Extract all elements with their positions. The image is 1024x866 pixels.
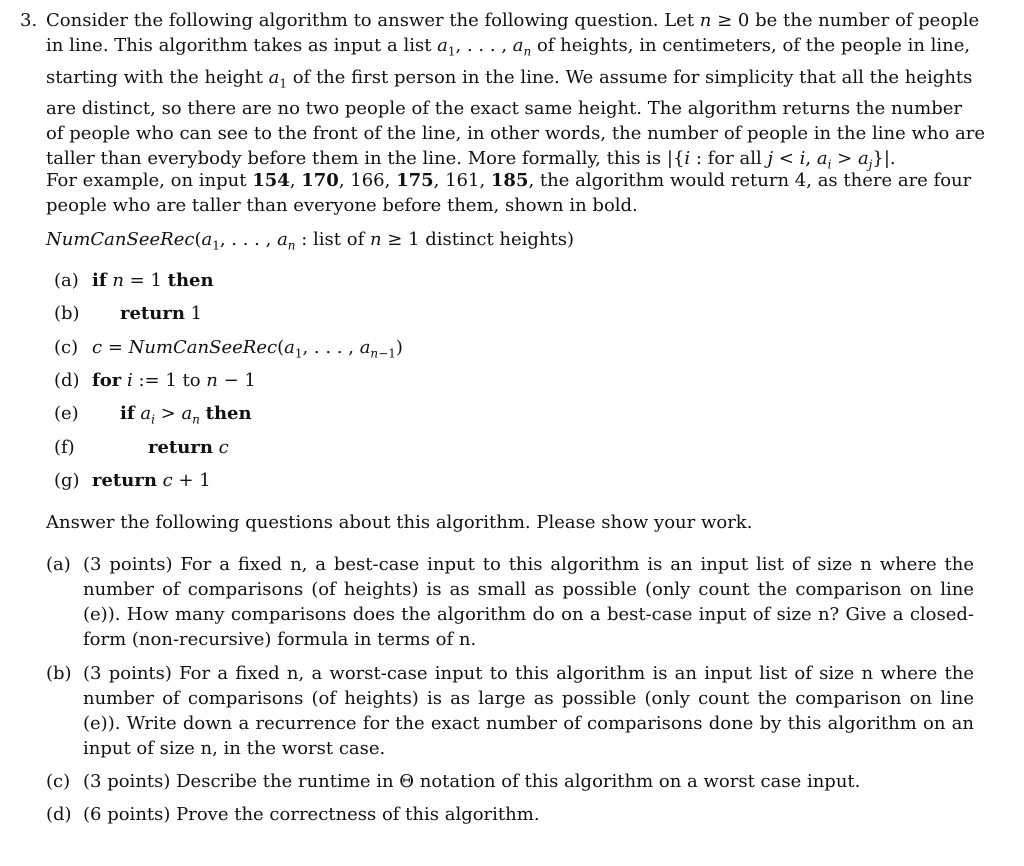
algorithm-line-b: (b) return 1 — [54, 303, 203, 324]
algorithm-signature: $NumCanSeeRec(a_1$, . . . , $a_n$ : list of n ≥ 1 distinct heights) — [46, 229, 575, 253]
question-c: (c) (3 points) Describe the runtime in Θ notation of this algorithm on a worst case input. — [46, 769, 974, 794]
question-text: (3 points) For a fixed n, a worst-case input to this algorithm is an input list of size n where the number of comparisons (of heights) is as large as possible (only count the comparison on line (e)). Write down a recurrence for the exact number of comparisons done by this algorithm on an input of size n, in the worst case. — [83, 663, 974, 759]
intro-line: starting with the height $a_1$ of the first person in the line. We assume for simplicity that all the heights — [46, 66, 973, 91]
question-text: (6 points) Prove the correctness of this algorithm. — [83, 804, 540, 825]
intro-paragraph — [46, 8, 986, 178]
algorithm-line-f: (f) return c — [54, 437, 229, 458]
algorithm-line-c: (c) $c = NumCanSeeRec(a_1$, . . . , $a_{n-1}$) — [54, 337, 403, 361]
intro-line: in line. This algorithm takes as input a list $a_1$, . . . , $a_n$ of heights, in centimeters, of the people in line, — [46, 35, 971, 59]
intro-line: taller than everybody before them in the line. More formally, this is |{i : for all j < i, $a_i > a_j\}|$. — [46, 148, 896, 172]
problem-number: 3. — [20, 10, 38, 31]
question-d: (d) (6 points) Prove the correctness of this algorithm. — [46, 802, 974, 827]
intro-line: Consider the following algorithm to answer the following question. Let n ≥ 0 be the number of people — [46, 10, 980, 31]
intro-line: of people who can see to the front of the line, in other words, the number of people in the line who are — [46, 123, 986, 145]
algorithm-line-d: (d) for i := 1 to n − 1 — [54, 370, 256, 391]
intro-line: are distinct, so there are no two people of the exact same height. The algorithm returns the number — [46, 98, 963, 120]
question-text: (3 points) For a fixed n, a best-case input to this algorithm is an input list of size n where the number of comparisons (of heights) is as small as possible (only count the comparison on line (e)). How many comparisons does the algorithm do on a best-case input of size n? Give a closed-form (non-recursive) formula in terms of n. — [83, 554, 974, 650]
question-b: (b) (3 points) For a fixed n, a worst-case input to this algorithm is an input list of size n where the number of comparisons (of heights) is as large as possible (only count the comparison on line (e)). Write down a recurrence for the exact number of comparisons done by this algorithm on an input of size n, in the worst case. — [46, 663, 974, 759]
example-line: For example, on input 154, 170, 166, 175, 161, 185, the algorithm would return 4, as there are four — [46, 170, 972, 191]
algorithm-line-a: (a) if n = 1 then — [54, 270, 214, 291]
question-text: (3 points) Describe the runtime in Θ notation of this algorithm on a worst case input. — [83, 771, 861, 792]
example-paragraph — [46, 168, 976, 218]
example-line: people who are taller than everyone before them, shown in bold. — [46, 195, 638, 216]
algorithm-line-g: (g) return c + 1 — [54, 470, 211, 491]
question-a: (a) (3 points) For a fixed n, a best-case input to this algorithm is an input list of size n where the number of comparisons (of heights) is as small as possible (only count the comparison on line (e)). How many comparisons does the algorithm do on a best-case input of size n? Give a closed-form (non-recursive) formula in terms of n. — [46, 554, 974, 650]
instructions: Answer the following questions about this algorithm. Please show your work. — [46, 512, 753, 533]
algorithm-line-e: (e) if $a_i > a_n$ then — [54, 403, 252, 427]
